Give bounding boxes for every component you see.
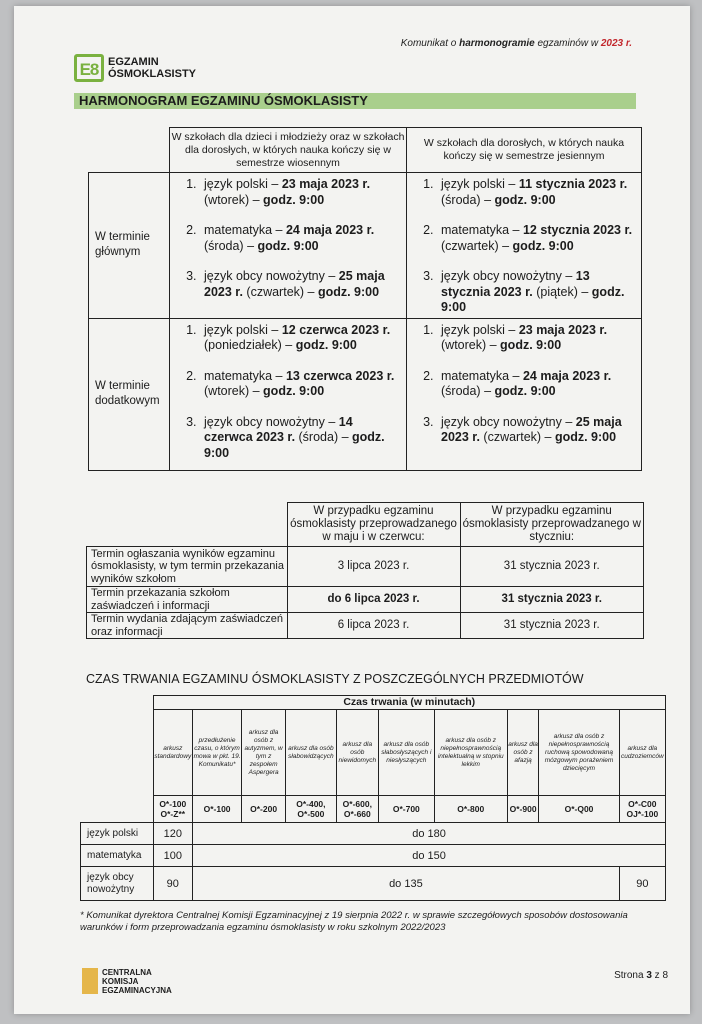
duration-section-title: CZAS TRWANIA EGZAMINU ÓSMOKLASISTY Z POSZCZEGÓLNYCH PRZEDMIOTÓW	[86, 672, 584, 686]
exam-text: matematyka –	[441, 368, 523, 383]
duration-column-desc: arkusz dla osób z niepełnosprawnością ruchową spowodowaną mózgowym porażeniem dziecięcym	[539, 710, 619, 796]
logo-line1: EGZAMIN	[108, 56, 159, 68]
page-sep: z	[651, 970, 663, 981]
duration-foreigners: 90	[619, 867, 665, 901]
duration-column-desc: przedłużenie czasu, o którym mowa w pkt. 19. Komunikatu*	[193, 710, 242, 796]
main-term-autumn	[407, 173, 642, 319]
duration-column-code: O*-600, O*-660	[336, 796, 378, 823]
duration-column-code: O*-200	[242, 796, 286, 823]
exam-text: język obcy nowożytny –	[441, 414, 576, 429]
additional-term-spring	[170, 318, 407, 470]
header-year: 2023 r.	[600, 38, 632, 49]
cke-line1: CENTRALNA	[102, 968, 152, 977]
duration-column-desc: arkusz dla osób z afazją	[507, 710, 538, 796]
exam-date-bold: godz. 9:00	[494, 192, 556, 207]
exam-text: język polski –	[441, 322, 519, 337]
exam-text: (czwartek) –	[479, 430, 555, 444]
duration-column-desc: arkusz dla osób z niepełnosprawnością intelektualną w stopniu lekkim	[434, 710, 507, 796]
e8-logo-text	[108, 56, 196, 80]
duration-standard: 120	[153, 823, 193, 845]
exam-text: (czwartek) –	[242, 284, 318, 299]
exam-date-bold: godz. 9:00	[317, 284, 380, 299]
duration-column-code: O*-400, O*-500	[286, 796, 336, 823]
exam-date-bold: 23 maja 2023 r.	[281, 177, 371, 191]
duration-extended: do 180	[193, 823, 666, 845]
header-title	[401, 38, 632, 49]
exam-text: (wtorek) –	[204, 192, 264, 207]
duration-column-desc: arkusz dla osób niewidomych	[336, 710, 378, 796]
page-current: 3	[646, 970, 652, 981]
duration-extended: do 135	[193, 867, 620, 901]
exam-date-bold: 12 stycznia 2023 r.	[522, 223, 633, 237]
exam-entry	[437, 369, 637, 400]
exam-entry	[200, 415, 402, 462]
duration-row-label: język obcy nowożytny	[81, 867, 154, 901]
exam-date-bold: 12 czerwca 2023 r.	[281, 322, 391, 337]
row-label-additional: W terminie dodatkowym	[89, 318, 170, 470]
exam-date-bold: godz. 9:00	[204, 430, 385, 460]
duration-standard: 90	[153, 867, 193, 901]
results-cell: 31 stycznia 2023 r.	[460, 547, 644, 587]
cke-line2: KOMISJA	[102, 977, 139, 986]
exam-text: język obcy nowożytny –	[204, 414, 339, 429]
exam-text: matematyka –	[204, 368, 286, 383]
duration-row-label: język polski	[81, 823, 154, 845]
duration-column-desc: arkusz dla osób słabowidzących	[286, 710, 336, 796]
header-pre: Komunikat o	[400, 38, 460, 49]
exam-text: (poniedziałek) –	[204, 338, 296, 352]
exam-entry	[200, 369, 402, 400]
duration-table	[80, 695, 666, 901]
duration-table-title: Czas trwania (w minutach)	[153, 696, 666, 710]
exam-date-bold: 25 maja 2023 r.	[441, 414, 622, 444]
exam-entry	[200, 177, 402, 208]
results-cell: 3 lipca 2023 r.	[287, 547, 460, 587]
page-total: 8	[662, 970, 668, 981]
duration-column-code: O*-Q00	[539, 796, 619, 823]
exam-entry	[437, 269, 637, 316]
exam-date-bold: godz. 9:00	[263, 192, 325, 207]
page-number	[614, 970, 668, 981]
results-cell: 6 lipca 2023 r.	[287, 613, 460, 639]
duration-column-code: O*-C00 OJ*-100	[619, 796, 665, 823]
exam-date-bold: 23 maja 2023 r.	[518, 322, 608, 337]
section-title-bar: HARMONOGRAM EGZAMINU ÓSMOKLASISTY	[74, 93, 636, 109]
exam-text: matematyka –	[441, 223, 523, 237]
schedule-col1-header: W szkołach dla dzieci i młodzieży oraz w szkołach dla dorosłych, w których nauka kończy się w semestrze wiosennym	[170, 128, 407, 173]
duration-row-label: matematyka	[81, 845, 154, 867]
results-row-label: Termin ogłaszania wyników egzaminu ósmoklasisty, w tym termin przekazania wyników szkołom	[87, 547, 288, 587]
schedule-col2-header: W szkołach dla dorosłych, w których nauka kończy się w semestrze jesiennym	[407, 128, 642, 173]
results-cell: 31 stycznia 2023 r.	[460, 587, 644, 613]
exam-date-bold: 13 czerwca 2023 r.	[285, 368, 395, 383]
additional-term-autumn	[407, 318, 642, 470]
main-term-spring	[170, 173, 407, 319]
exam-date-bold: godz. 9:00	[263, 384, 325, 398]
exam-date-bold: 13 stycznia 2023 r.	[441, 269, 590, 299]
exam-text: język polski –	[204, 322, 282, 337]
e8-logo-mark: E8	[74, 54, 104, 82]
schedule-corner	[89, 128, 170, 173]
exam-date-bold: godz. 9:00	[441, 284, 625, 314]
exam-date-bold: godz. 9:00	[494, 384, 556, 398]
exam-entry	[437, 323, 637, 354]
exam-entry	[437, 223, 637, 254]
results-corner	[87, 503, 288, 547]
exam-date-bold: 11 stycznia 2023 r.	[518, 177, 628, 191]
exam-entry	[200, 223, 402, 254]
duration-column-code: O*-700	[379, 796, 435, 823]
cke-line3: EGZAMINACYJNA	[102, 986, 172, 995]
duration-column-desc: arkusz dla osób z autyzmem, w tym z zespołem Aspergera	[242, 710, 286, 796]
footnote: * Komunikat dyrektora Centralnej Komisji Egzaminacyjnej z 19 sierpnia 2022 r. w sprawie szczegółowych sposobów dostosowania warunków i form przeprowadzania egzaminu ósmoklasisty w roku szkolnym 2022/2023	[80, 910, 628, 933]
exam-text: (wtorek) –	[441, 338, 501, 352]
header-bold: harmonogramie	[459, 38, 535, 49]
exam-date-bold: godz. 9:00	[500, 338, 562, 352]
exam-date-bold: godz. 9:00	[295, 338, 357, 352]
exam-text: (czwartek) –	[441, 238, 513, 253]
schedule-table	[88, 127, 642, 471]
duration-column-code: O*-900	[507, 796, 538, 823]
exam-date-bold: 24 maja 2023 r.	[522, 368, 612, 383]
exam-text: język obcy nowożytny –	[204, 269, 339, 283]
exam-date-bold: godz. 9:00	[512, 238, 574, 253]
exam-text: (wtorek) –	[204, 384, 264, 398]
duration-column-desc: arkusz dla osób słabosłyszących i niesłyszących	[379, 710, 435, 796]
exam-text: (środa) –	[204, 238, 258, 253]
duration-standard: 100	[153, 845, 193, 867]
exam-entry	[200, 269, 402, 300]
exam-date-bold: godz. 9:00	[554, 430, 617, 444]
duration-corner	[81, 696, 154, 823]
exam-date-bold: 25 maja 2023 r.	[204, 269, 385, 299]
header-mid: egzaminów w	[534, 38, 601, 49]
results-cell: do 6 lipca 2023 r.	[287, 587, 460, 613]
duration-column-desc: arkusz standardowy	[153, 710, 193, 796]
exam-text: (środa) –	[295, 430, 353, 444]
exam-entry	[437, 177, 637, 208]
duration-column-desc: arkusz dla cudzoziemców	[619, 710, 665, 796]
exam-text: (środa) –	[441, 384, 495, 398]
row-label-main: W terminie głównym	[89, 173, 170, 319]
results-table	[86, 502, 644, 639]
exam-text: matematyka –	[204, 223, 286, 237]
duration-column-code: O*-800	[434, 796, 507, 823]
logo-line2: ÓSMOKLASISTY	[108, 68, 197, 80]
cke-logo-text	[102, 968, 172, 995]
exam-text: język obcy nowożytny –	[441, 269, 576, 283]
exam-text: (środa) –	[441, 192, 495, 207]
cke-logo-mark	[82, 968, 98, 994]
exam-text: (piątek) –	[532, 284, 592, 299]
duration-extended: do 150	[193, 845, 666, 867]
results-cell: 31 stycznia 2023 r.	[460, 613, 644, 639]
duration-column-code: O*-100	[193, 796, 242, 823]
results-col2-header: W przypadku egzaminu ósmoklasisty przeprowadzanego w styczniu:	[460, 503, 644, 547]
exam-entry	[437, 415, 637, 446]
exam-date-bold: 14 czerwca 2023 r.	[204, 414, 353, 444]
document-page	[14, 6, 690, 1014]
results-row-label: Termin wydania zdającym zaświadczeń oraz informacji	[87, 613, 288, 639]
exam-text: język polski –	[204, 177, 282, 191]
exam-date-bold: 24 maja 2023 r.	[285, 223, 375, 237]
exam-entry	[200, 323, 402, 354]
exam-date-bold: godz. 9:00	[257, 238, 319, 253]
page-label: Strona	[614, 970, 647, 981]
duration-column-code: O*-100 O*-Z**	[153, 796, 193, 823]
exam-text: język polski –	[441, 177, 519, 191]
results-row-label: Termin przekazania szkołom zaświadczeń i informacji	[87, 587, 288, 613]
results-col1-header: W przypadku egzaminu ósmoklasisty przeprowadzanego w maju i w czerwcu:	[287, 503, 460, 547]
